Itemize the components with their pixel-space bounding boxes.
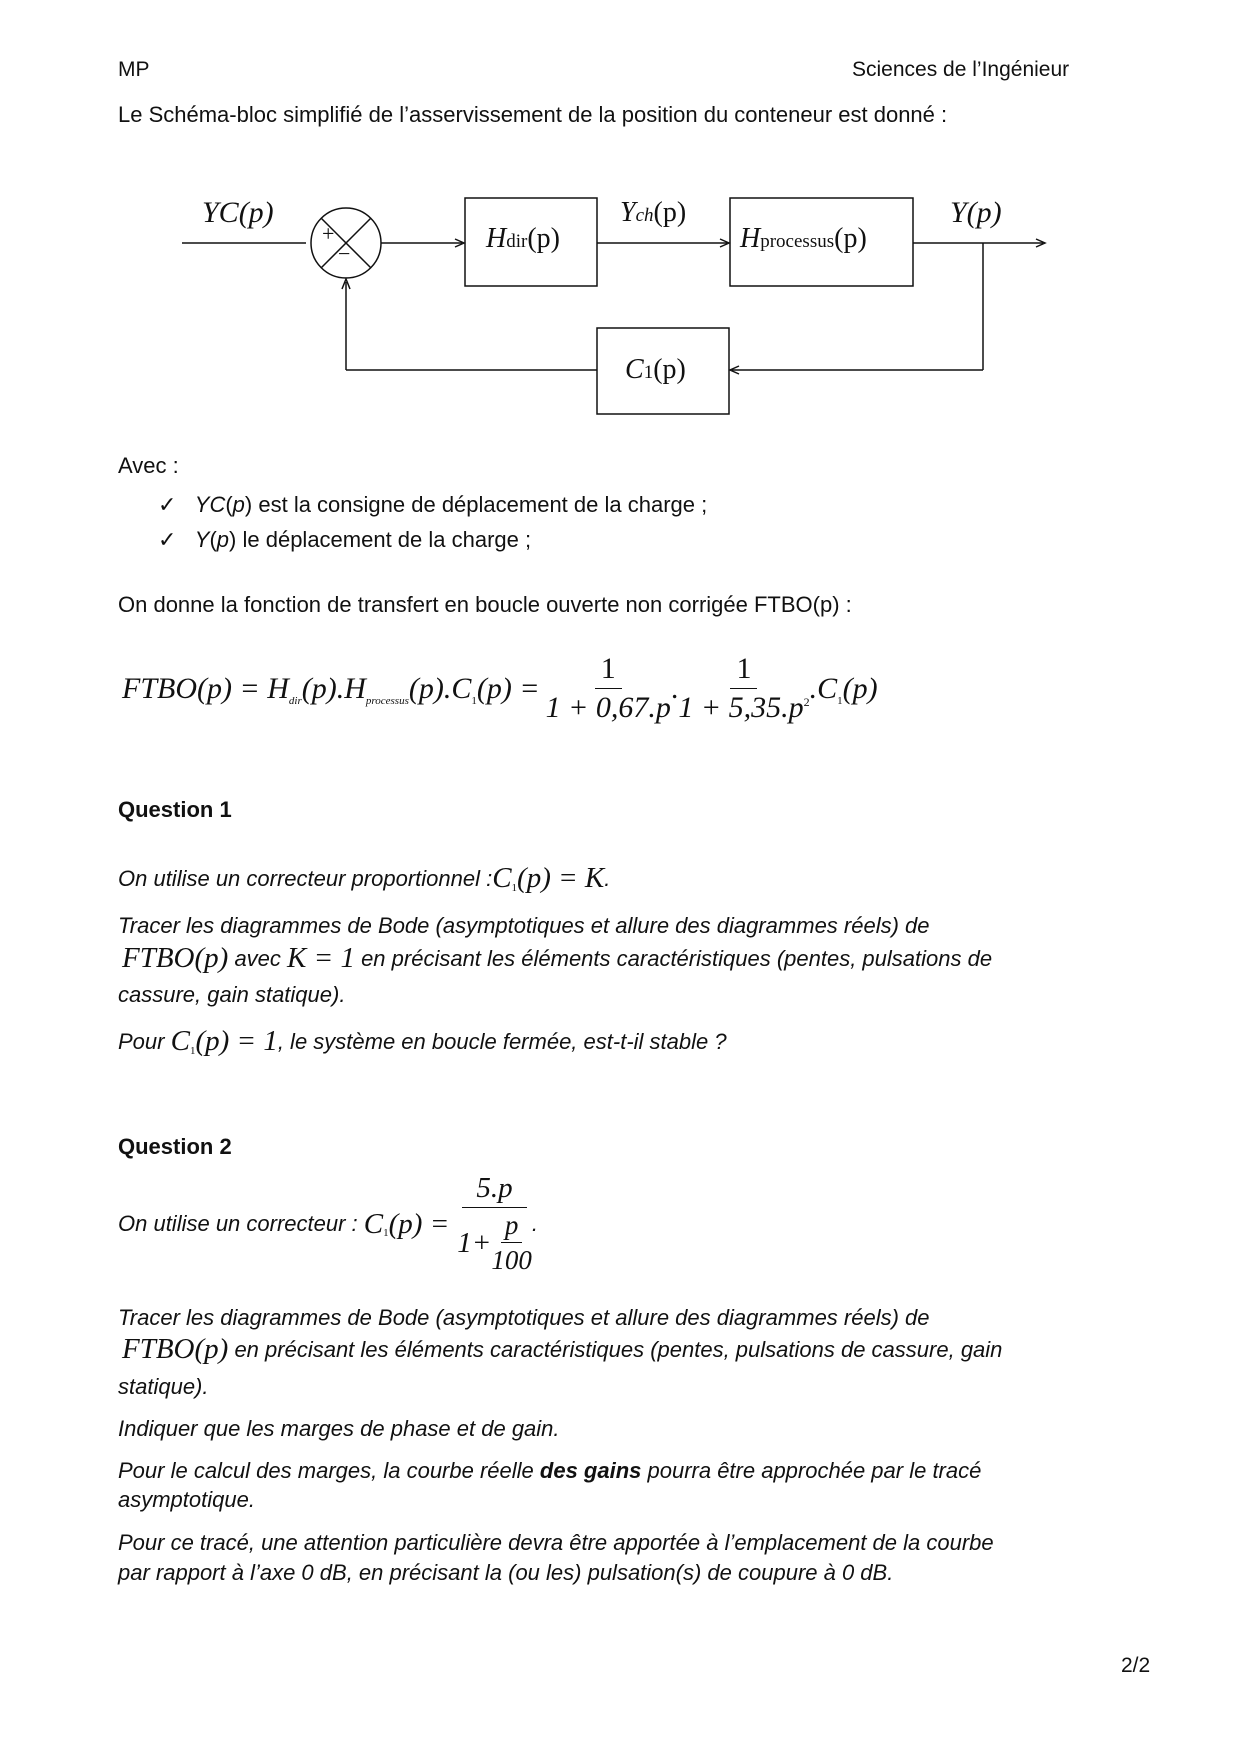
q2-line-8: Pour ce tracé, une attention particulière devra être apportée à l’emplacement de la courbe [118,1530,994,1555]
input-signal-label: YC(p) [202,196,274,229]
question-1-title: Question 1 [118,797,232,822]
fraction-first-order: $\frac{1}{1 + 0,67.p}$ [545,652,671,724]
corrector-fraction: 5.p 1+ $\frac{p}{100}$ [457,1172,532,1275]
q2-line-7: asymptotique. [118,1487,255,1512]
q2-line-4: statique). [118,1374,209,1399]
question-2-title: Question 2 [118,1134,232,1159]
ftbo-intro: On donne la fonction de transfert en boucle ouverte non corrigée FTBO(p) : [118,592,852,617]
list-item: ✓ YC(p) est la consigne de déplacement de la charge ; [158,492,708,518]
q2-line-9: par rapport à l’axe 0 dB, en précisant la (ou les) pulsation(s) de coupure à 0 dB. [118,1560,894,1585]
q2-line-5: Indiquer que les marges de phase et de gain. [118,1416,560,1441]
fraction-second-order: $\frac{1}{1 + 5,35.p^2}$ [678,652,810,724]
hdir-label: Hdir(p) [486,223,560,254]
c1-label: C1(p) [625,354,686,385]
check-icon: ✓ [158,528,177,553]
avec-title: Avec : [118,453,179,478]
sum-plus-sign: + [322,221,335,246]
list-item: ✓ Y(p) le déplacement de la charge ; [158,527,532,553]
q2-corrector-equation: On utilise un correcteur : C 1 (p) = 5.p 1+ $\frac{p}{100}$ . [118,1172,538,1275]
ftbo-equation: FTBO(p) = H dir (p).H processus (p).C 1 (p) = $\frac{1}{1 + 0,67.p}$ . $\frac{1}{1 + 5,35.p^2}$ .C 1 (p) [122,652,878,724]
q1-line-1: On utilise un correcteur proportionnel : C 1 (p) = K . [118,862,611,894]
q2-line-6: Pour le calcul des marges, la courbe réelle des gains pourra être approchée par le tracé [118,1458,982,1483]
q2-line-3: FTBO(p) en précisant les éléments caractéristiques (pentes, pulsations de cassure, gain [122,1333,1003,1365]
q2-line-2: Tracer les diagrammes de Bode (asymptotiques et allure des diagrammes réels) de [118,1305,930,1330]
sum-minus-sign: − [338,241,351,266]
intro-text: Le Schéma-bloc simplifié de l’asservissement de la position du conteneur est donné : [118,102,948,127]
q1-line-5: Pour C 1 (p) = 1 , le système en boucle fermée, est-t-il stable ? [118,1025,727,1057]
header-left: MP [118,58,150,81]
page-number: 2/2 [1121,1654,1151,1677]
q1-line-3: FTBO(p) avec K = 1 en précisant les éléments caractéristiques (pentes, pulsations de [122,942,993,974]
q1-line-2: Tracer les diagrammes de Bode (asymptotiques et allure des diagrammes réels) de [118,913,930,938]
q1-line-4: cassure, gain statique). [118,982,346,1007]
ych-signal-label: Ych(p) [620,197,687,228]
check-icon: ✓ [158,493,177,518]
hprocessus-label: Hprocessus(p) [740,223,867,254]
header-right: Sciences de l’Ingénieur [852,58,1070,81]
output-signal-label: Y(p) [950,196,1002,229]
